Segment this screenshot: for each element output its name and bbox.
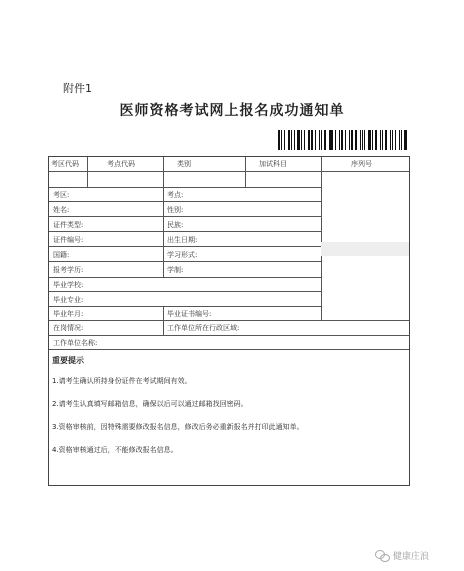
barcode-bar (304, 130, 305, 150)
row-exam-area: 考区: (53, 191, 70, 199)
barcode-bar (294, 130, 295, 150)
header-site-code: 考点代码 (107, 160, 135, 168)
barcode-bar (401, 130, 402, 150)
footer-brand (375, 549, 429, 562)
row-exam-site: 考点: (167, 191, 184, 199)
barcode-bar (385, 130, 387, 150)
barcode-bar (297, 130, 300, 150)
barcode-bar (329, 130, 330, 150)
notice-item-3: 3.资格审核前，因特殊需要修改报名信息，修改后务必重新报名并打印此通知单。 (52, 423, 304, 431)
row-school: 毕业学校: (53, 281, 84, 289)
barcode-bar (351, 130, 353, 150)
document-title: 医师资格考试网上报名成功通知单 (119, 103, 345, 119)
barcode-bar (324, 130, 326, 150)
barcode (278, 130, 410, 150)
barcode-bar (404, 130, 407, 150)
barcode-bar (339, 130, 340, 150)
barcode-bar (319, 130, 320, 150)
barcode-bar (315, 130, 316, 150)
header-serial-number: 序列号 (351, 160, 372, 168)
row-gender: 性别: (167, 206, 184, 214)
row-grad-year: 毕业年月: (53, 310, 84, 318)
barcode-bar (372, 130, 373, 150)
row-major: 毕业专业: (53, 296, 84, 304)
barcode-bar (330, 130, 333, 150)
row-cert-number: 毕业证书编号: (167, 310, 212, 318)
row-work-region: 工作单位所在行政区域: (167, 324, 240, 332)
barcode-bar (349, 130, 350, 150)
barcode-bar (355, 130, 357, 150)
barcode-bar (301, 130, 302, 150)
row-ethnicity: 民族: (167, 221, 184, 229)
barcode-bar (281, 130, 282, 150)
barcode-bar (368, 130, 371, 150)
row-education: 报考学历: (53, 266, 84, 274)
wechat-icon (375, 550, 389, 561)
notice-title: 重要提示 (52, 356, 84, 365)
barcode-bar (380, 130, 381, 150)
barcode-bar (321, 130, 322, 150)
barcode-bar (360, 130, 361, 150)
row-birth-date: 出生日期: (167, 236, 198, 244)
barcode-bar (311, 130, 313, 150)
row-id-type: 证件类型: (53, 221, 84, 229)
barcode-bar (291, 130, 292, 150)
footer-brand-name: 健康庄浪 (393, 552, 430, 562)
barcode-bar (390, 130, 391, 150)
row-work-unit: 工作单位名称: (53, 339, 98, 347)
barcode-bar (341, 130, 343, 150)
barcode-bar (395, 130, 397, 150)
attachment-label: 附件1 (63, 82, 92, 95)
notice-item-4: 4.资格审核通过后，不能修改报名信息。 (52, 446, 178, 454)
barcode-bar (362, 130, 363, 150)
barcode-bar (278, 130, 280, 150)
row-study-form: 学习形式: (167, 251, 198, 259)
notice-item-1: 1.请考生确认所持身份证件在考试期间有效。 (52, 377, 192, 385)
barcode-bar (392, 130, 393, 150)
header-category: 类别 (177, 160, 191, 168)
registration-table (48, 156, 410, 486)
header-extra-subject: 加试科目 (259, 160, 287, 168)
barcode-bar (375, 130, 377, 150)
row-post-status: 在岗情况: (53, 324, 84, 332)
row-name: 姓名: (53, 206, 70, 214)
photo-area-shade (321, 242, 409, 256)
barcode-bar (382, 130, 383, 150)
barcode-bar (345, 130, 346, 150)
row-id-number: 证件编号: (53, 236, 84, 244)
barcode-bar (308, 130, 310, 150)
notice-item-2: 2.请考生认真填写邮箱信息，确保以后可以通过邮箱找回密码。 (52, 400, 248, 408)
row-degree: 学制: (167, 266, 184, 274)
barcode-bar (288, 130, 290, 150)
row-nationality: 国籍: (53, 251, 70, 259)
barcode-bar (284, 130, 285, 150)
barcode-bar (335, 130, 336, 150)
header-area-code: 考区代码 (51, 160, 79, 168)
barcode-bar (399, 130, 400, 150)
barcode-bar (364, 130, 365, 150)
